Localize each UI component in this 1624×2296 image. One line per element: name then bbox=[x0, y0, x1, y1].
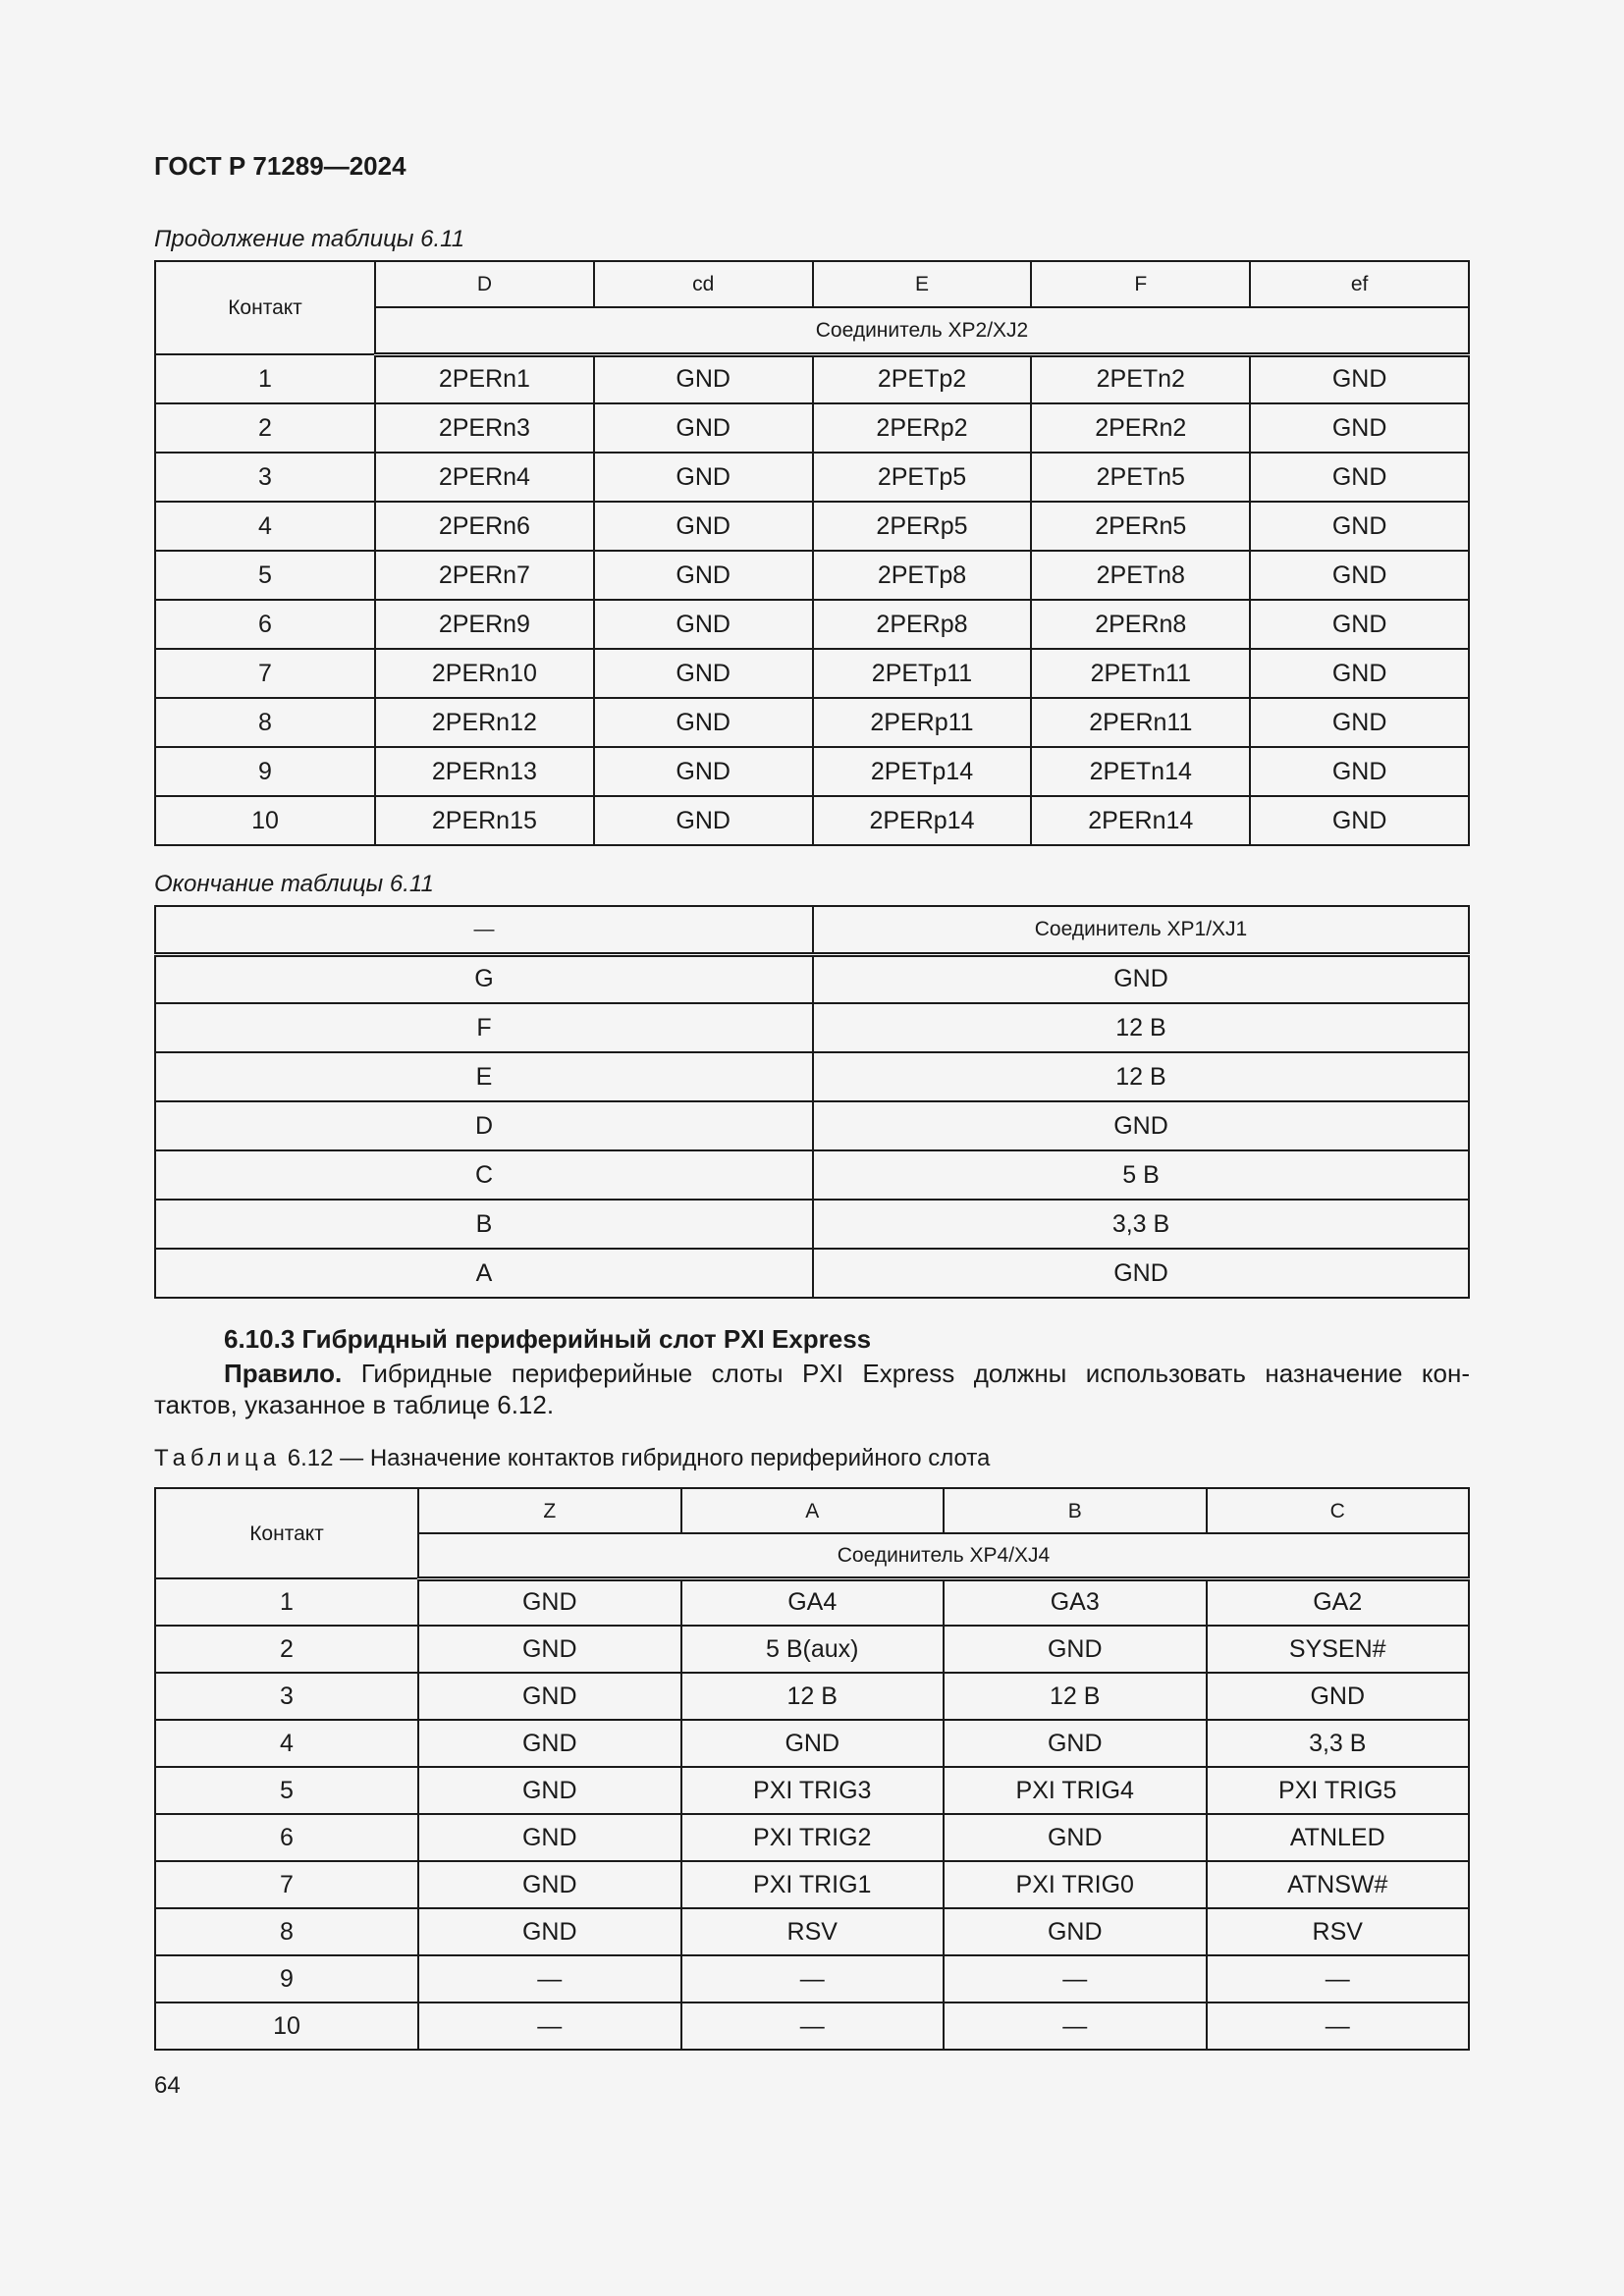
table-cell: 3 bbox=[155, 1673, 418, 1720]
table1-body bbox=[155, 354, 1469, 845]
table2-caption: Окончание таблицы 6.11 bbox=[154, 871, 434, 897]
column-header: C bbox=[1207, 1488, 1470, 1533]
table-cell: GND bbox=[1250, 698, 1469, 747]
table-cell: 6 bbox=[155, 600, 375, 649]
table-cell: 2PETp5 bbox=[813, 453, 1032, 502]
table-cell: B bbox=[155, 1200, 813, 1249]
table-cell: GND bbox=[1250, 354, 1469, 403]
table-cell: 3 bbox=[155, 453, 375, 502]
table-cell: 10 bbox=[155, 796, 375, 845]
table-6-11-continuation bbox=[154, 260, 1470, 846]
table-cell: 2PERn11 bbox=[1031, 698, 1250, 747]
column-header: Z bbox=[418, 1488, 681, 1533]
table-cell: GND bbox=[418, 1861, 681, 1908]
contact-header: Контакт bbox=[155, 261, 375, 354]
rule-line-1 bbox=[154, 1358, 1470, 1389]
table-cell: PXI TRIG4 bbox=[944, 1767, 1207, 1814]
table-cell: 2PETn2 bbox=[1031, 354, 1250, 403]
table-cell: GND bbox=[1250, 551, 1469, 600]
column-header: F bbox=[1031, 261, 1250, 307]
table-cell: 12 В bbox=[813, 1052, 1469, 1101]
table-cell: F bbox=[155, 1003, 813, 1052]
table-cell: 5 В bbox=[813, 1150, 1469, 1200]
table-cell: A bbox=[155, 1249, 813, 1298]
table-row bbox=[155, 698, 1469, 747]
table-row bbox=[155, 551, 1469, 600]
table-row bbox=[155, 1955, 1469, 2002]
table-cell: GA3 bbox=[944, 1578, 1207, 1626]
table-row bbox=[155, 1101, 1469, 1150]
table-cell: 2PERn8 bbox=[1031, 600, 1250, 649]
table-cell: 9 bbox=[155, 1955, 418, 2002]
table-cell: GND bbox=[418, 1626, 681, 1673]
table-cell: 2 bbox=[155, 403, 375, 453]
table-word: Таблица bbox=[154, 1445, 282, 1471]
table-row bbox=[155, 1578, 1469, 1626]
table-cell: 2PETn5 bbox=[1031, 453, 1250, 502]
table-row bbox=[155, 1003, 1469, 1052]
table-row bbox=[155, 1052, 1469, 1101]
table-cell: — bbox=[418, 2002, 681, 2050]
table-cell: GND bbox=[944, 1814, 1207, 1861]
table-cell: GND bbox=[418, 1814, 681, 1861]
table-cell: 4 bbox=[155, 1720, 418, 1767]
document-id: ГОСТ Р 71289—2024 bbox=[154, 151, 406, 181]
table-cell: GND bbox=[594, 649, 813, 698]
table-cell: 2PERn3 bbox=[375, 403, 594, 453]
table-cell: ATNSW# bbox=[1207, 1861, 1470, 1908]
table-cell: GND bbox=[1250, 600, 1469, 649]
table1-caption: Продолжение таблицы 6.11 bbox=[154, 226, 465, 252]
table-cell: 2PERn15 bbox=[375, 796, 594, 845]
table-cell: 2 bbox=[155, 1626, 418, 1673]
table-cell: 2PERn10 bbox=[375, 649, 594, 698]
table-cell: C bbox=[155, 1150, 813, 1200]
table-cell: 2PERp11 bbox=[813, 698, 1032, 747]
table-cell: 3,3 В bbox=[1207, 1720, 1470, 1767]
table-cell: GND bbox=[813, 954, 1469, 1003]
connector-header: Соединитель XP4/XJ4 bbox=[418, 1533, 1469, 1578]
table-cell: 12 В bbox=[944, 1673, 1207, 1720]
rule-paragraph bbox=[154, 1358, 1470, 1420]
table-cell: GND bbox=[944, 1908, 1207, 1955]
table-cell: 5 bbox=[155, 1767, 418, 1814]
table-row bbox=[155, 1908, 1469, 1955]
table3-body bbox=[155, 1578, 1469, 2050]
table-cell: GND bbox=[594, 551, 813, 600]
table-cell: D bbox=[155, 1101, 813, 1150]
rule-line-2: тактов, указанное в таблице 6.12. bbox=[154, 1390, 555, 1419]
table-cell: 7 bbox=[155, 1861, 418, 1908]
table-cell: 2PETp8 bbox=[813, 551, 1032, 600]
table-cell: GND bbox=[944, 1720, 1207, 1767]
table-row bbox=[155, 1200, 1469, 1249]
table-cell: 2PETp14 bbox=[813, 747, 1032, 796]
page-number: 64 bbox=[154, 2072, 181, 2099]
table-row bbox=[155, 502, 1469, 551]
table-cell: PXI TRIG5 bbox=[1207, 1767, 1470, 1814]
table-cell: GND bbox=[418, 1673, 681, 1720]
table2-body bbox=[155, 954, 1469, 1298]
table-cell: 2PERp14 bbox=[813, 796, 1032, 845]
table-cell: G bbox=[155, 954, 813, 1003]
table-cell: GND bbox=[594, 698, 813, 747]
table-row bbox=[155, 2002, 1469, 2050]
table-cell: GND bbox=[418, 1720, 681, 1767]
table-cell: 2PERn14 bbox=[1031, 796, 1250, 845]
column-header: A bbox=[681, 1488, 945, 1533]
table-row bbox=[155, 747, 1469, 796]
table-cell: GND bbox=[1207, 1673, 1470, 1720]
table-row bbox=[155, 453, 1469, 502]
table-row bbox=[155, 796, 1469, 845]
table-cell: GND bbox=[594, 796, 813, 845]
table-cell: GA4 bbox=[681, 1578, 945, 1626]
dash-header: — bbox=[155, 906, 813, 954]
table-cell: GA2 bbox=[1207, 1578, 1470, 1626]
table-cell: RSV bbox=[1207, 1908, 1470, 1955]
table-cell: PXI TRIG1 bbox=[681, 1861, 945, 1908]
table-cell: 2PETp11 bbox=[813, 649, 1032, 698]
table-cell: GND bbox=[1250, 502, 1469, 551]
column-header: D bbox=[375, 261, 594, 307]
table-row bbox=[155, 1720, 1469, 1767]
table-cell: 8 bbox=[155, 1908, 418, 1955]
table-cell: SYSEN# bbox=[1207, 1626, 1470, 1673]
table-cell: GND bbox=[1250, 403, 1469, 453]
table-cell: GND bbox=[594, 600, 813, 649]
table-cell: GND bbox=[594, 747, 813, 796]
table-cell: 5 В(aux) bbox=[681, 1626, 945, 1673]
table-row bbox=[155, 1249, 1469, 1298]
table-cell: GND bbox=[1250, 453, 1469, 502]
table3-caption bbox=[154, 1445, 990, 1472]
column-header: cd bbox=[594, 261, 813, 307]
table-row bbox=[155, 1150, 1469, 1200]
table-cell: GND bbox=[418, 1908, 681, 1955]
table-cell: 2PERp2 bbox=[813, 403, 1032, 453]
table-row bbox=[155, 649, 1469, 698]
table-cell: 2PERn6 bbox=[375, 502, 594, 551]
table-cell: PXI TRIG2 bbox=[681, 1814, 945, 1861]
table-cell: 2PETp2 bbox=[813, 354, 1032, 403]
table-cell: 2PERn12 bbox=[375, 698, 594, 747]
table-cell: 2PERn2 bbox=[1031, 403, 1250, 453]
table-cell: E bbox=[155, 1052, 813, 1101]
rule-text: Гибридные периферийные слоты PXI Express должны использовать назначение кон- bbox=[342, 1359, 1470, 1388]
table-cell: 2PERn13 bbox=[375, 747, 594, 796]
table-cell: 4 bbox=[155, 502, 375, 551]
table-cell: 1 bbox=[155, 1578, 418, 1626]
table-cell: GND bbox=[418, 1578, 681, 1626]
table-6-11-end bbox=[154, 905, 1470, 1299]
table-cell: — bbox=[681, 2002, 945, 2050]
table-cell: 6 bbox=[155, 1814, 418, 1861]
table-cell: PXI TRIG3 bbox=[681, 1767, 945, 1814]
table-row bbox=[155, 1626, 1469, 1673]
connector-header: Соединитель XP1/XJ1 bbox=[813, 906, 1469, 954]
table-cell: 2PERp8 bbox=[813, 600, 1032, 649]
table-cell: 10 bbox=[155, 2002, 418, 2050]
table-row bbox=[155, 1673, 1469, 1720]
table-6-12 bbox=[154, 1487, 1470, 2051]
table-row bbox=[155, 403, 1469, 453]
table-cell: GND bbox=[813, 1249, 1469, 1298]
column-header: ef bbox=[1250, 261, 1469, 307]
table-cell: GND bbox=[681, 1720, 945, 1767]
table-cell: — bbox=[418, 1955, 681, 2002]
table-cell: 7 bbox=[155, 649, 375, 698]
table-cell: GND bbox=[594, 502, 813, 551]
table-cell: 2PERn9 bbox=[375, 600, 594, 649]
table-cell: 9 bbox=[155, 747, 375, 796]
table-cell: 12 В bbox=[681, 1673, 945, 1720]
table-row bbox=[155, 1814, 1469, 1861]
contact-header: Контакт bbox=[155, 1488, 418, 1578]
table-cell: GND bbox=[813, 1101, 1469, 1150]
table-cell: 8 bbox=[155, 698, 375, 747]
table-row bbox=[155, 1861, 1469, 1908]
table-cell: — bbox=[1207, 1955, 1470, 2002]
table-row bbox=[155, 354, 1469, 403]
rule-label: Правило. bbox=[224, 1359, 343, 1388]
section-title: 6.10.3 Гибридный периферийный слот PXI Express bbox=[224, 1324, 872, 1354]
table-cell: RSV bbox=[681, 1908, 945, 1955]
table-cell: 1 bbox=[155, 354, 375, 403]
table-cell: 2PERn5 bbox=[1031, 502, 1250, 551]
table-cell: 2PETn8 bbox=[1031, 551, 1250, 600]
table-cell: ATNLED bbox=[1207, 1814, 1470, 1861]
table-cell: GND bbox=[1250, 796, 1469, 845]
table3-caption-text: 6.12 — Назначение контактов гибридного периферийного слота bbox=[281, 1445, 991, 1471]
table-cell: GND bbox=[418, 1767, 681, 1814]
table-row bbox=[155, 600, 1469, 649]
connector-header: Соединитель XP2/XJ2 bbox=[375, 307, 1469, 354]
table-row bbox=[155, 954, 1469, 1003]
table-cell: — bbox=[944, 1955, 1207, 2002]
table-cell: — bbox=[1207, 2002, 1470, 2050]
table-cell: PXI TRIG0 bbox=[944, 1861, 1207, 1908]
table-cell: GND bbox=[944, 1626, 1207, 1673]
column-header: E bbox=[813, 261, 1032, 307]
table-cell: 2PERn7 bbox=[375, 551, 594, 600]
table-cell: — bbox=[944, 2002, 1207, 2050]
table-cell: 2PETn14 bbox=[1031, 747, 1250, 796]
column-header: B bbox=[944, 1488, 1207, 1533]
table-cell: 3,3 В bbox=[813, 1200, 1469, 1249]
table-cell: 2PETn11 bbox=[1031, 649, 1250, 698]
table-cell: GND bbox=[1250, 747, 1469, 796]
table-cell: GND bbox=[594, 453, 813, 502]
table-cell: 2PERn4 bbox=[375, 453, 594, 502]
table-row bbox=[155, 1767, 1469, 1814]
table-cell: 2PERn1 bbox=[375, 354, 594, 403]
table-cell: GND bbox=[1250, 649, 1469, 698]
table-cell: GND bbox=[594, 403, 813, 453]
table-cell: GND bbox=[594, 354, 813, 403]
table-cell: 12 В bbox=[813, 1003, 1469, 1052]
table-cell: — bbox=[681, 1955, 945, 2002]
table-cell: 2PERp5 bbox=[813, 502, 1032, 551]
table-cell: 5 bbox=[155, 551, 375, 600]
